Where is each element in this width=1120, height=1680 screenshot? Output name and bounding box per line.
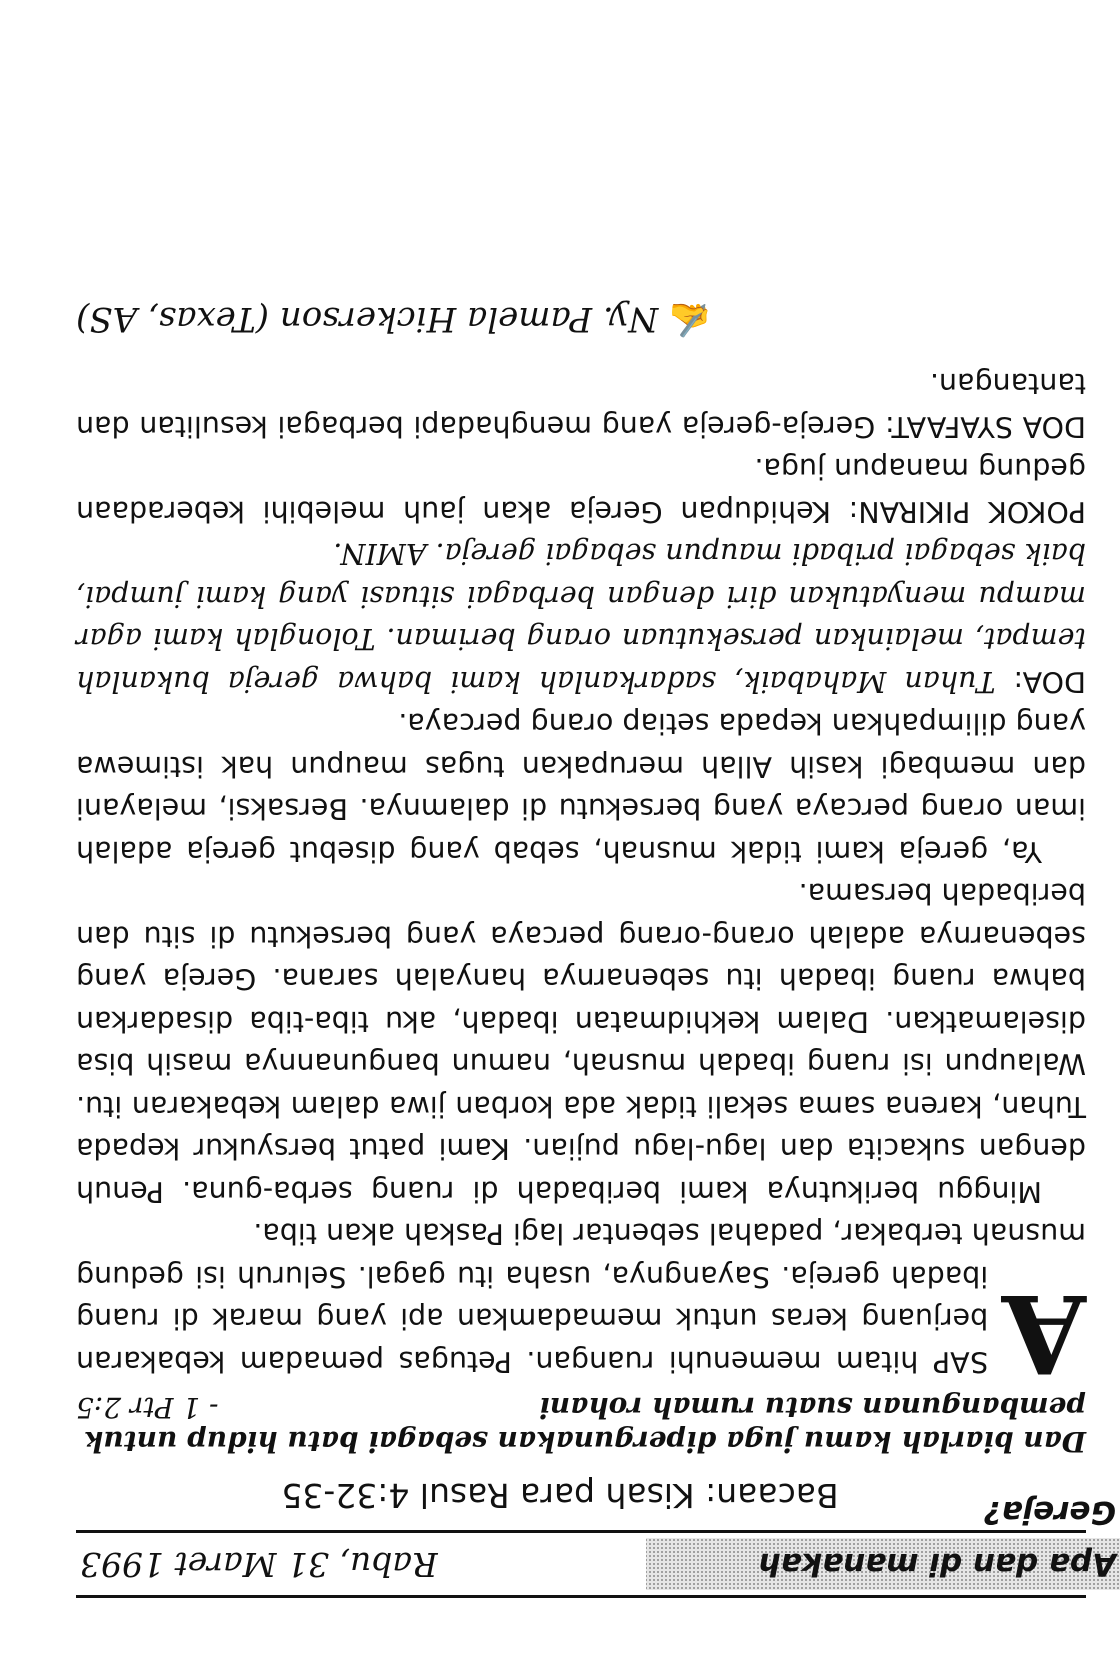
paragraph-1-text: SAP hitam memenuhi ruangan. Petugas pemadam kebakaran berjuang keras untuk memadamkan api yang marak di ruang ibadah gereja. Sayangnya, usaha itu gagal. Seluruh isi gedung musnah terbakar, padahal sebentar lagi Paskah akan tiba. <box>76 1217 1086 1378</box>
reading-reference: Bacaan: Kisah para Rasul 4:32-35 <box>281 1476 839 1515</box>
author-name: Ny. Pamela Hickerson (Texas, AS) <box>76 299 659 339</box>
intercession-label: DOA SYAFAAT: <box>884 410 1086 443</box>
key-verse-reference: - 1 Ptr 2:5 <box>76 1391 219 1424</box>
devotional-body <box>76 298 1086 1396</box>
prayer-label: DOA: <box>1013 665 1086 698</box>
thought-text: Kehidupan Gereja akan jauh melebihi keberadaan gedung manapun juga. <box>76 452 1086 528</box>
page-title: Apa dan di manakah Gereja? <box>646 1538 1120 1590</box>
page-date: Rabu, 31 Maret 1993 <box>80 1545 438 1584</box>
drop-cap: A <box>1002 1270 1086 1396</box>
top-rule <box>76 1595 1086 1598</box>
key-verse-text: Dan biarlah kamu juga dipergunakan sebagai batu hidup untuk pembangunan suatu rumah rohani <box>83 1391 1086 1458</box>
prayer <box>76 532 1086 702</box>
paragraph-3: Ya, gereja kami tidak musnah, sebab yang disebut gereja adalah iman orang percaya yang bersekutu di dalamnya. Bersaksi, melayani dan membagi kasih Allah merupakan tugas maupun hak istimewa yang dilimpahkan kepada setiap orang percaya. <box>76 707 1086 868</box>
header-rule <box>76 1530 1086 1533</box>
paragraph-1 <box>76 1212 1086 1396</box>
prayer-text: Tuhan Mahabaik, sadarkanlah kami bahwa gereja bukanlah tempat, melainkan persekutuan orang beriman. Tolonglah kami agar mampu menyatukan diri dengan berbagai situasi yang kami jumpai, baik sebagai pribadi maupun sebagai gereja. AMIN. <box>76 537 1086 698</box>
paragraph-2: Minggu berikutnya kami beribadah di ruang serba-guna. Penuh dengan sukacita dan lagu-lagu pujian. Kami patut bersyukur kepada Tuhan, karena sama sekali tidak ada korban jiwa dalam kebakaran itu. Walaupun isi ruang ibadah musnah, namun bangunannya masih bisa diselamatkan. Dalam kekhidmatan ibadah, aku tiba-tiba disadarkan bahwa ruang ibadah itu sebenarnya hanyalah sarana. Gereja yang sebenarnya adalah orang-orang percaya yang bersekutu di situ dan beribadah bersama. <box>76 877 1086 1208</box>
key-verse <box>76 1390 1086 1458</box>
pen-icon: ✍ <box>669 299 712 339</box>
thought-for-day <box>76 447 1086 532</box>
intercession <box>76 362 1086 447</box>
author-line <box>76 298 1086 341</box>
thought-label: POKOK PIKIRAN: <box>848 495 1086 528</box>
intercession-text: Gereja-gereja yang menghadapi berbagai kesulitan dan tantangan. <box>76 367 1086 443</box>
